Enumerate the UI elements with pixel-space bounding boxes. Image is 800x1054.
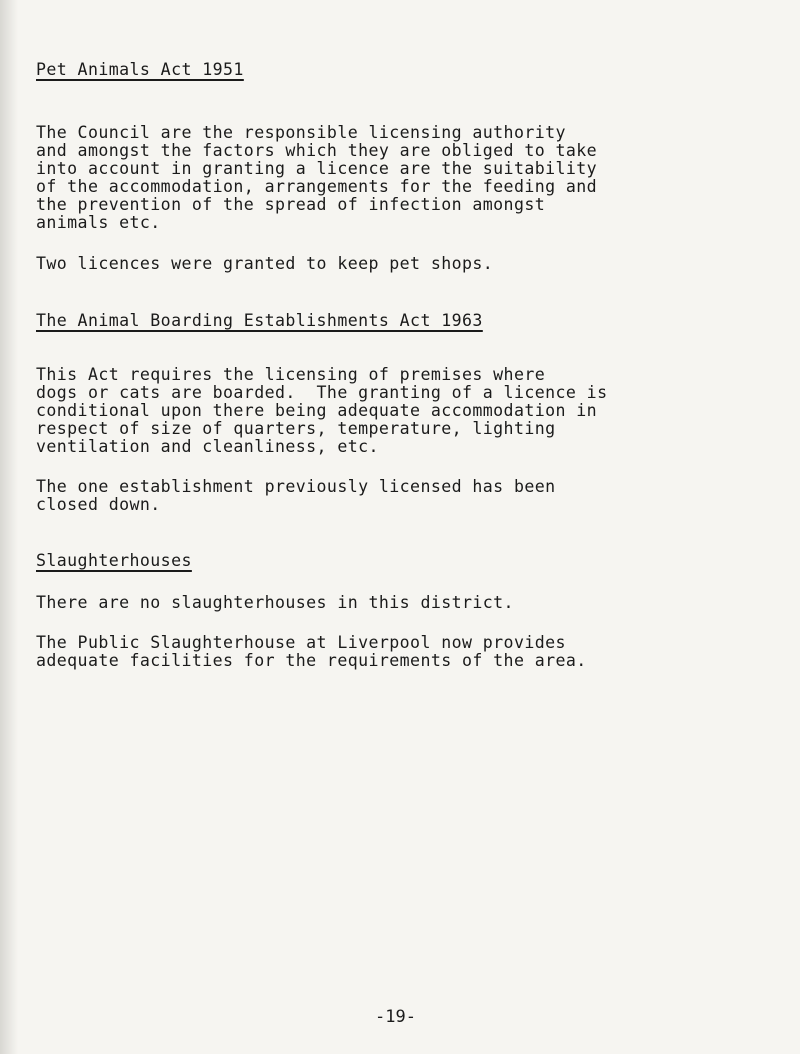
paragraph-line: The Council are the responsible licensing authority xyxy=(36,123,566,142)
paragraph-line: animals etc. xyxy=(36,213,161,232)
heading-pet-animals-act: Pet Animals Act 1951 xyxy=(36,60,244,79)
paragraph-line: There are no slaughterhouses in this district. xyxy=(36,593,514,612)
paragraph-line: respect of size of quarters, temperature, lighting xyxy=(36,419,556,438)
paragraph-line: into account in granting a licence are the suitability xyxy=(36,159,598,178)
paragraph-line: of the accommodation, arrangements for the feeding and xyxy=(36,177,598,196)
page-number: -19- xyxy=(375,1007,416,1027)
paragraph-line: This Act requires the licensing of premises where xyxy=(36,365,546,384)
heading-animal-boarding-act: The Animal Boarding Establishments Act 1963 xyxy=(36,311,483,330)
paragraph-line: The one establishment previously licensed has been xyxy=(36,477,556,496)
page-edge-shadow xyxy=(0,0,18,1054)
paragraph-line: and amongst the factors which they are obliged to take xyxy=(36,141,598,160)
paragraph-line: closed down. xyxy=(36,495,161,514)
paragraph-line: ventilation and cleanliness, etc. xyxy=(36,437,379,456)
heading-slaughterhouses: Slaughterhouses xyxy=(36,551,192,570)
paragraph-line: conditional upon there being adequate accommodation in xyxy=(36,401,598,420)
paragraph-line: adequate facilities for the requirements of the area. xyxy=(36,651,587,670)
paragraph-line: the prevention of the spread of infection amongst xyxy=(36,195,546,214)
paragraph-line: The Public Slaughterhouse at Liverpool now provides xyxy=(36,633,566,652)
paragraph-line: Two licences were granted to keep pet shops. xyxy=(36,254,494,273)
paragraph-line: dogs or cats are boarded. The granting of a licence is xyxy=(36,383,608,402)
